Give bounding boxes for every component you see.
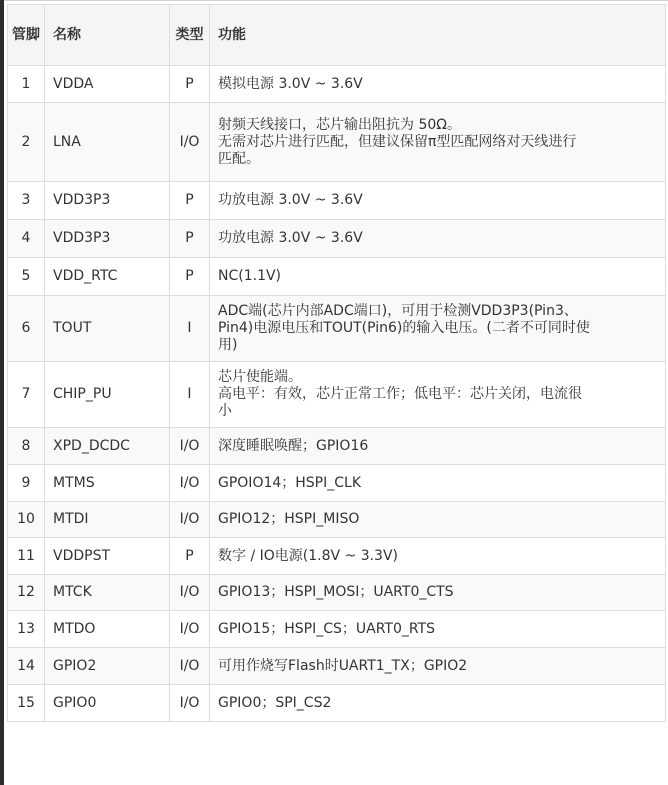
pin-name-cell: GPIO2: [45, 648, 170, 685]
table-row: [8, 220, 666, 258]
function-line: NC(1.1V): [218, 268, 282, 284]
pin-type-cell: I: [170, 362, 210, 428]
pin-function-cell: [210, 66, 666, 103]
pin-type-cell: P: [170, 258, 210, 296]
pin-number-cell: 14: [8, 648, 45, 685]
table-row: [8, 182, 666, 220]
pin-type-cell: I/O: [170, 575, 210, 611]
function-line: Pin4)电源电压和TOUT(Pin6)的输入电压。(二者不可同时使: [218, 320, 590, 336]
pin-function-cell: [210, 428, 666, 465]
table-row: [8, 538, 666, 575]
table-row: [8, 362, 666, 428]
function-line: 用): [218, 337, 238, 353]
header-function: 功能: [210, 5, 666, 66]
pin-type-cell: P: [170, 182, 210, 220]
table-row: [8, 611, 666, 648]
pin-function-cell: [210, 296, 666, 362]
pin-name-cell: VDD3P3: [45, 220, 170, 258]
function-line: 数字 / IO电源(1.8V ~ 3.3V): [218, 547, 399, 564]
left-edge-bar: [0, 0, 4, 785]
table-body: [8, 66, 666, 722]
function-line: 可用作烧写Flash时UART1_TX；GPIO2: [218, 657, 468, 674]
pin-function-cell: [210, 538, 666, 575]
pin-function-cell: [210, 648, 666, 685]
function-line: 模拟电源 3.0V ~ 3.6V: [218, 75, 363, 92]
table-row: [8, 502, 666, 538]
pin-name-cell: VDD_RTC: [45, 258, 170, 296]
pin-number-cell: 6: [8, 296, 45, 362]
pin-number-cell: 12: [8, 575, 45, 611]
function-line: 小: [218, 403, 232, 419]
pin-name-cell: CHIP_PU: [45, 362, 170, 428]
pin-function-cell: [210, 465, 666, 502]
pin-number-cell: 5: [8, 258, 45, 296]
table-row: [8, 575, 666, 611]
pin-function-cell: [210, 220, 666, 258]
pin-type-cell: I/O: [170, 428, 210, 465]
pin-definition-table: [7, 4, 666, 722]
pin-type-cell: P: [170, 220, 210, 258]
pin-type-cell: P: [170, 66, 210, 103]
pin-name-cell: VDDPST: [45, 538, 170, 575]
header-pin: 管脚: [8, 5, 45, 66]
pin-number-cell: 9: [8, 465, 45, 502]
header-type: 类型: [170, 5, 210, 66]
table-row: [8, 428, 666, 465]
pin-function-cell: [210, 685, 666, 722]
pin-name-cell: XPD_DCDC: [45, 428, 170, 465]
table-header: [8, 5, 666, 66]
function-line: GPIO0；SPI_CS2: [218, 694, 332, 711]
function-line: ADC端(芯片内部ADC端口)，可用于检测VDD3P3(Pin3、: [218, 303, 578, 319]
pin-type-cell: P: [170, 538, 210, 575]
pin-name-cell: VDD3P3: [45, 182, 170, 220]
top-border-line: [4, 0, 668, 1]
table-row: [8, 103, 666, 182]
function-line: 高电平：有效，芯片正常工作；低电平：芯片关闭，电流很: [218, 386, 582, 402]
pin-number-cell: 2: [8, 103, 45, 182]
header-name: 名称: [45, 5, 170, 66]
function-line: 匹配。: [218, 150, 260, 167]
pin-name-cell: LNA: [45, 103, 170, 182]
pin-number-cell: 13: [8, 611, 45, 648]
header-row: [8, 5, 666, 66]
pin-type-cell: I/O: [170, 103, 210, 182]
pin-number-cell: 1: [8, 66, 45, 103]
table-row: [8, 685, 666, 722]
pin-function-cell: [210, 103, 666, 182]
function-line: 芯片使能端。: [218, 369, 302, 385]
pin-name-cell: MTDI: [45, 502, 170, 538]
pin-type-cell: I/O: [170, 611, 210, 648]
function-line: 射频天线接口，芯片输出阻抗为 50Ω。: [218, 116, 461, 133]
pin-function-cell: [210, 182, 666, 220]
pin-number-cell: 10: [8, 502, 45, 538]
pin-name-cell: MTMS: [45, 465, 170, 502]
pin-type-cell: I/O: [170, 465, 210, 502]
pin-type-cell: I/O: [170, 502, 210, 538]
function-line: 功放电源 3.0V ~ 3.6V: [218, 230, 363, 246]
pin-function-cell: [210, 575, 666, 611]
pin-function-cell: [210, 258, 666, 296]
pin-name-cell: MTCK: [45, 575, 170, 611]
pin-type-cell: I/O: [170, 648, 210, 685]
pin-number-cell: 7: [8, 362, 45, 428]
table-row: [8, 648, 666, 685]
pin-number-cell: 3: [8, 182, 45, 220]
pin-name-cell: VDDA: [45, 66, 170, 103]
pin-number-cell: 15: [8, 685, 45, 722]
pin-function-cell: [210, 611, 666, 648]
function-line: GPIO12；HSPI_MISO: [218, 511, 360, 527]
table-row: [8, 465, 666, 502]
function-line: GPIO13；HSPI_MOSI；UART0_CTS: [218, 584, 454, 600]
function-line: 功放电源 3.0V ~ 3.6V: [218, 192, 363, 208]
table-row: [8, 66, 666, 103]
function-line: 无需对芯片进行匹配，但建议保留π型匹配网络对天线进行: [218, 133, 577, 150]
pin-type-cell: I: [170, 296, 210, 362]
table-row: [8, 258, 666, 296]
pin-number-cell: 4: [8, 220, 45, 258]
table-row: [8, 296, 666, 362]
pin-name-cell: GPIO0: [45, 685, 170, 722]
pin-name-cell: TOUT: [45, 296, 170, 362]
pin-type-cell: I/O: [170, 685, 210, 722]
pin-number-cell: 11: [8, 538, 45, 575]
function-line: GPOIO14；HSPI_CLK: [218, 474, 362, 491]
pin-number-cell: 8: [8, 428, 45, 465]
function-line: GPIO15；HSPI_CS；UART0_RTS: [218, 620, 436, 637]
pin-name-cell: MTDO: [45, 611, 170, 648]
pin-function-cell: [210, 502, 666, 538]
pin-function-cell: [210, 362, 666, 428]
function-line: 深度睡眠唤醒；GPIO16: [218, 437, 369, 454]
